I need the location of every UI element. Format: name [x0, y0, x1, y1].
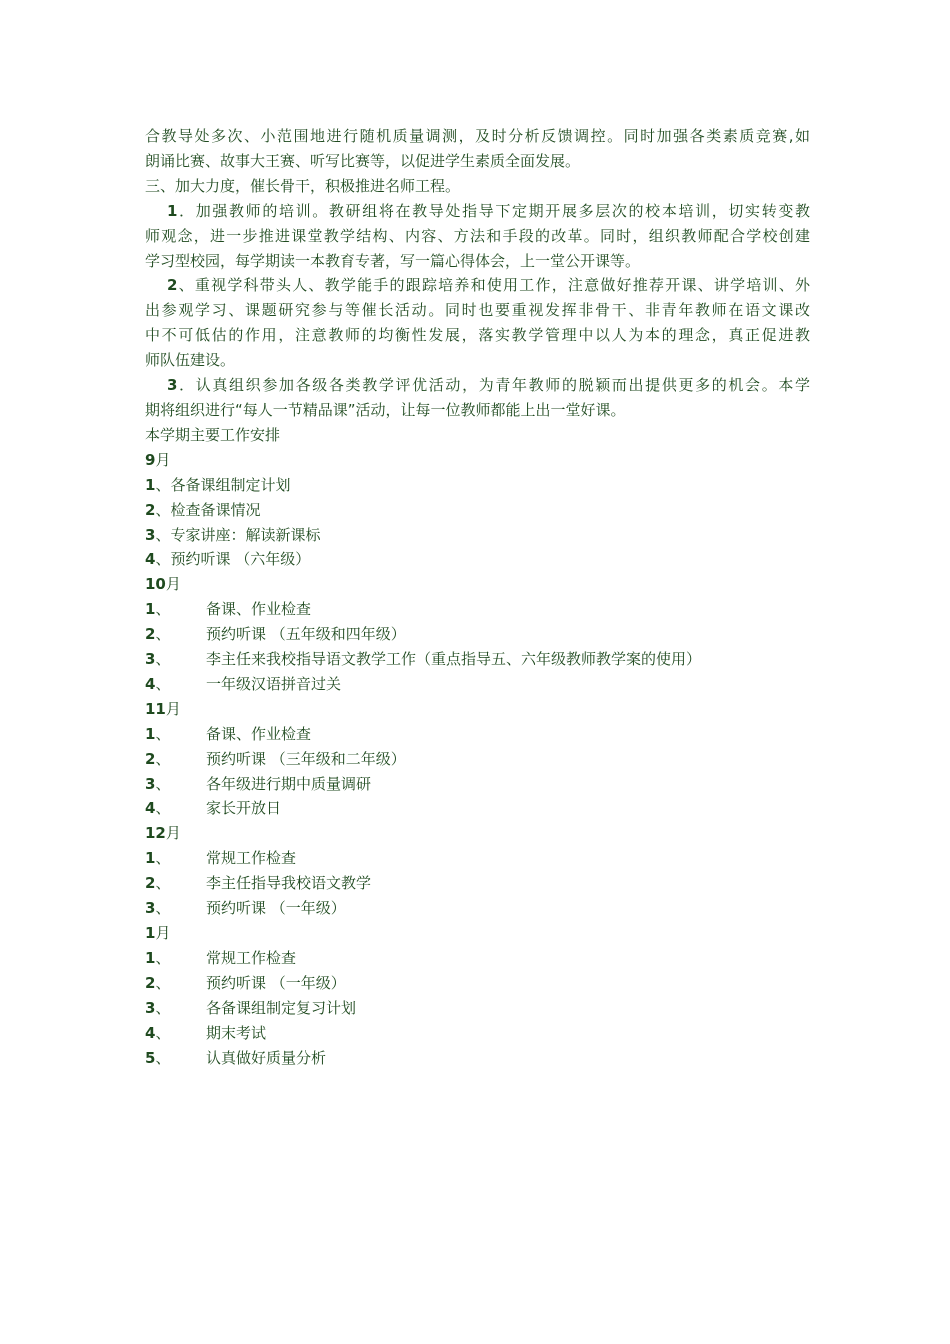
item-separator: 、 [155, 600, 171, 619]
item-index [145, 946, 206, 971]
item-separator: 、 [155, 973, 171, 992]
item-number: 3 [145, 899, 156, 918]
schedule-item [145, 747, 810, 772]
item-index [145, 772, 206, 797]
item-separator: 、 [155, 500, 171, 519]
item-number: 4 [145, 674, 156, 693]
item-separator: 、 [155, 1023, 171, 1042]
item-text: 预约听课 （六年级） [170, 550, 311, 569]
item-separator: 、 [155, 849, 171, 868]
month-suffix: 月 [165, 575, 181, 594]
item-separator: 、 [155, 674, 171, 693]
point-line: 师观念，进一步推进课堂教学结构、内容、方法和手段的改革。同时，组织教师配合学校创建 [145, 226, 810, 245]
item-separator: 、 [155, 899, 171, 918]
item-number: 4 [145, 1023, 156, 1042]
point-line: 期将组织进行“每人一节精品课”活动，让每一位教师都能上出一堂好课。 [145, 400, 626, 419]
item-number: 4 [145, 550, 156, 569]
item-text: 家长开放日 [206, 799, 282, 818]
point-number: 3 [167, 376, 178, 395]
item-text: 各备课组制定计划 [170, 475, 291, 494]
point-first-line: 1．加强教师的培训。教研组将在教导处指导下定期开展多层次的校本培训，切实转变教 [167, 201, 810, 220]
schedule-item [145, 523, 810, 548]
schedule-item [145, 647, 810, 672]
item-text: 常规工作检查 [206, 849, 297, 868]
schedule-item [145, 597, 810, 622]
point-line: 出参观学习、课题研究参与等催长活动。同时也要重视发挥非骨干、非青年教师在语文课改 [145, 301, 810, 320]
month-number: 10 [145, 575, 166, 594]
schedule-item [145, 772, 810, 797]
item-number: 1 [145, 849, 156, 868]
item-text: 预约听课 （一年级） [206, 899, 346, 918]
point-first-line: 2、重视学科带头人、教学能手的跟踪培养和使用工作，注意做好推荐开课、讲学培训、外 [167, 276, 810, 295]
item-number: 3 [145, 998, 156, 1017]
month-number: 11 [145, 699, 166, 718]
item-separator: 、 [155, 625, 171, 644]
item-separator: 、 [155, 774, 171, 793]
schedule-item [145, 1046, 810, 1071]
item-text: 常规工作检查 [206, 948, 297, 967]
item-text: 认真做好质量分析 [206, 1048, 327, 1067]
item-separator: 、 [155, 998, 171, 1017]
item-index [145, 622, 206, 647]
item-number: 1 [145, 724, 156, 743]
month-heading [145, 572, 810, 597]
month-number: 9 [145, 450, 156, 469]
item-text: 期末考试 [206, 1023, 267, 1042]
point-number: 2 [167, 276, 178, 295]
intro-line: 合教导处多次、小范围地进行随机质量调测，及时分析反馈调控。同时加强各类素质竞赛,如 [145, 127, 810, 145]
item-number: 5 [145, 1048, 156, 1067]
item-text: 预约听课 （五年级和四年级） [206, 625, 406, 644]
month-heading [145, 821, 810, 846]
month-number: 1 [145, 924, 156, 942]
schedule-item [145, 473, 810, 498]
item-index [145, 896, 206, 921]
item-text: 李主任指导我校语文教学 [206, 874, 372, 893]
point-first-line: 3．认真组织参加各级各类教学评优活动，为青年教师的脱颖而出提供更多的机会。本学 [167, 376, 810, 395]
schedule [145, 448, 810, 1071]
item-number: 2 [145, 625, 156, 644]
schedule-item [145, 622, 810, 647]
item-separator: 、 [155, 550, 171, 569]
item-index [145, 501, 170, 519]
month-suffix: 月 [155, 924, 171, 942]
item-index [145, 597, 206, 622]
item-index [145, 647, 206, 672]
item-text: 备课、作业检查 [206, 600, 312, 619]
item-index [145, 722, 206, 747]
item-number: 1 [145, 600, 156, 619]
point-line: 师队伍建设。 [145, 351, 236, 370]
item-text: 预约听课 （三年级和二年级） [206, 749, 406, 768]
month-suffix: 月 [155, 450, 171, 469]
item-number: 3 [145, 774, 156, 793]
item-number: 2 [145, 500, 156, 519]
schedule-item [145, 498, 810, 523]
schedule-item [145, 547, 810, 572]
item-index [145, 1021, 206, 1046]
schedule-item [145, 896, 810, 921]
item-text: 李主任来我校指导语文教学工作（重点指导五、六年级教师教学案的使用） [206, 650, 702, 669]
item-number: 2 [145, 973, 156, 992]
schedule-item [145, 846, 810, 871]
item-number: 4 [145, 799, 156, 818]
section-heading: 三、加大力度，催长骨干，积极推进名师工程。 [145, 176, 461, 195]
month-heading [145, 921, 810, 946]
schedule-item [145, 722, 810, 747]
item-separator: 、 [155, 525, 171, 544]
item-separator: 、 [155, 749, 171, 768]
item-index [145, 526, 170, 544]
schedule-item [145, 1021, 810, 1046]
item-text: 预约听课 （一年级） [206, 973, 346, 992]
point-line: 学习型校园，每学期读一本教育专著，写一篇心得体会，上一堂公开课等。 [145, 251, 641, 270]
item-text: 专家讲座：解读新课标 [170, 525, 321, 544]
item-number: 1 [145, 948, 156, 967]
schedule-item [145, 672, 810, 697]
item-separator: 、 [155, 799, 171, 818]
item-index [145, 971, 206, 996]
item-index [145, 871, 206, 896]
item-number: 1 [145, 475, 156, 494]
item-index [145, 1046, 206, 1071]
point-number: 1 [167, 201, 178, 220]
item-index [145, 996, 206, 1021]
item-separator: 、 [155, 475, 171, 494]
item-index [145, 846, 206, 871]
item-separator: 、 [155, 874, 171, 893]
item-text: 一年级汉语拼音过关 [206, 674, 342, 693]
month-suffix: 月 [165, 824, 181, 843]
item-text: 各年级进行期中质量调研 [206, 774, 372, 793]
item-index [145, 550, 170, 568]
item-index [145, 796, 206, 821]
item-separator: 、 [155, 724, 171, 743]
month-number: 12 [145, 824, 166, 843]
intro-line: 朗诵比赛、故事大王赛、听写比赛等，以促进学生素质全面发展。 [145, 151, 581, 170]
month-heading [145, 448, 810, 473]
item-separator: 、 [155, 948, 171, 967]
item-separator: 、 [155, 650, 171, 669]
month-heading [145, 697, 810, 722]
item-number: 2 [145, 874, 156, 893]
item-index [145, 672, 206, 697]
item-text: 备课、作业检查 [206, 724, 312, 743]
schedule-item [145, 971, 810, 996]
schedule-item [145, 946, 810, 971]
point-line: 中不可低估的作用，注意教师的均衡性发展，落实教学管理中以人为本的理念，真正促进教 [145, 326, 810, 345]
item-text: 检查备课情况 [170, 500, 261, 519]
item-index [145, 476, 170, 494]
document-body [145, 124, 810, 1070]
schedule-item [145, 796, 810, 821]
schedule-title: 本学期主要工作安排 [145, 425, 281, 444]
item-separator: 、 [155, 1048, 171, 1067]
schedule-item [145, 871, 810, 896]
item-number: 3 [145, 650, 156, 669]
schedule-item [145, 996, 810, 1021]
item-text: 各备课组制定复习计划 [206, 998, 357, 1017]
item-index [145, 747, 206, 772]
month-suffix: 月 [165, 699, 181, 718]
item-number: 3 [145, 525, 156, 544]
item-number: 2 [145, 749, 156, 768]
